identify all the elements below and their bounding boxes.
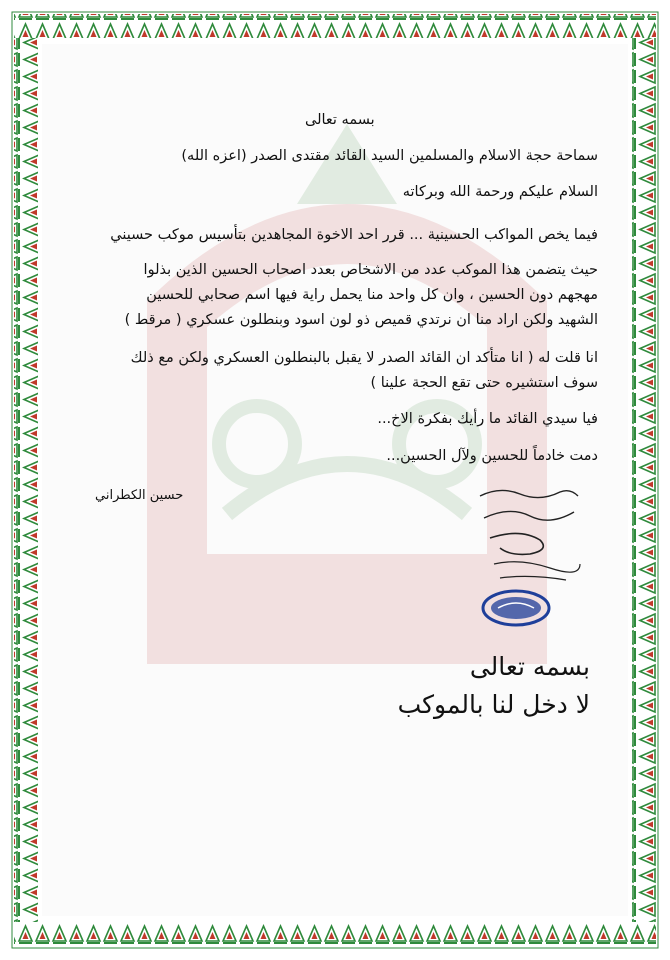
official-stamp xyxy=(480,588,552,628)
paragraph-1: فيما يخص المواكب الحسينية ... قرر احد الاخوة المجاهدين بتأسيس موكب حسيني xyxy=(110,227,598,243)
paragraph-3-line-1: انا قلت له ( انا متأكد ان القائد الصدر لا يقبل بالبنطلون العسكري ولكن مع ذلك xyxy=(130,350,598,366)
basmala-heading: بسمه تعالى xyxy=(305,112,375,128)
addressee-line: سماحة حجة الاسلام والمسلمين السيد القائد مقتدى الصدر (اعزه الله) xyxy=(181,148,598,164)
paragraph-2-line-3: الشهيد ولكن اراد منا ان نرتدي قميص ذو لون اسود وبنطلون عسكري ( مرقط ) xyxy=(124,312,598,328)
sender-name: حسين الكطراني xyxy=(95,488,184,503)
reply-basmala: بسمه تعالى xyxy=(469,652,590,681)
closing-line: دمت خادماً للحسين ولآل الحسين... xyxy=(386,448,598,464)
paragraph-2-line-2: مهجهم دون الحسين ، وان كل واحد منا يحمل راية فيها اسم صحابي للحسين xyxy=(146,287,598,303)
question-line: فيا سيدي القائد ما رأيك بفكرة الاخ... xyxy=(377,411,598,427)
greeting-line: السلام عليكم ورحمة الله وبركاته xyxy=(402,184,598,200)
reply-answer: لا دخل لنا بالموكب xyxy=(397,690,590,719)
paragraph-2-line-1: حيث يتضمن هذا الموكب عدد من الاشخاص بعدد اصحاب الحسين الذين بذلوا xyxy=(143,262,598,278)
handwritten-signature xyxy=(470,478,590,588)
paragraph-3-line-2: سوف استشيره حتى تقع الحجة علينا ) xyxy=(370,375,598,391)
